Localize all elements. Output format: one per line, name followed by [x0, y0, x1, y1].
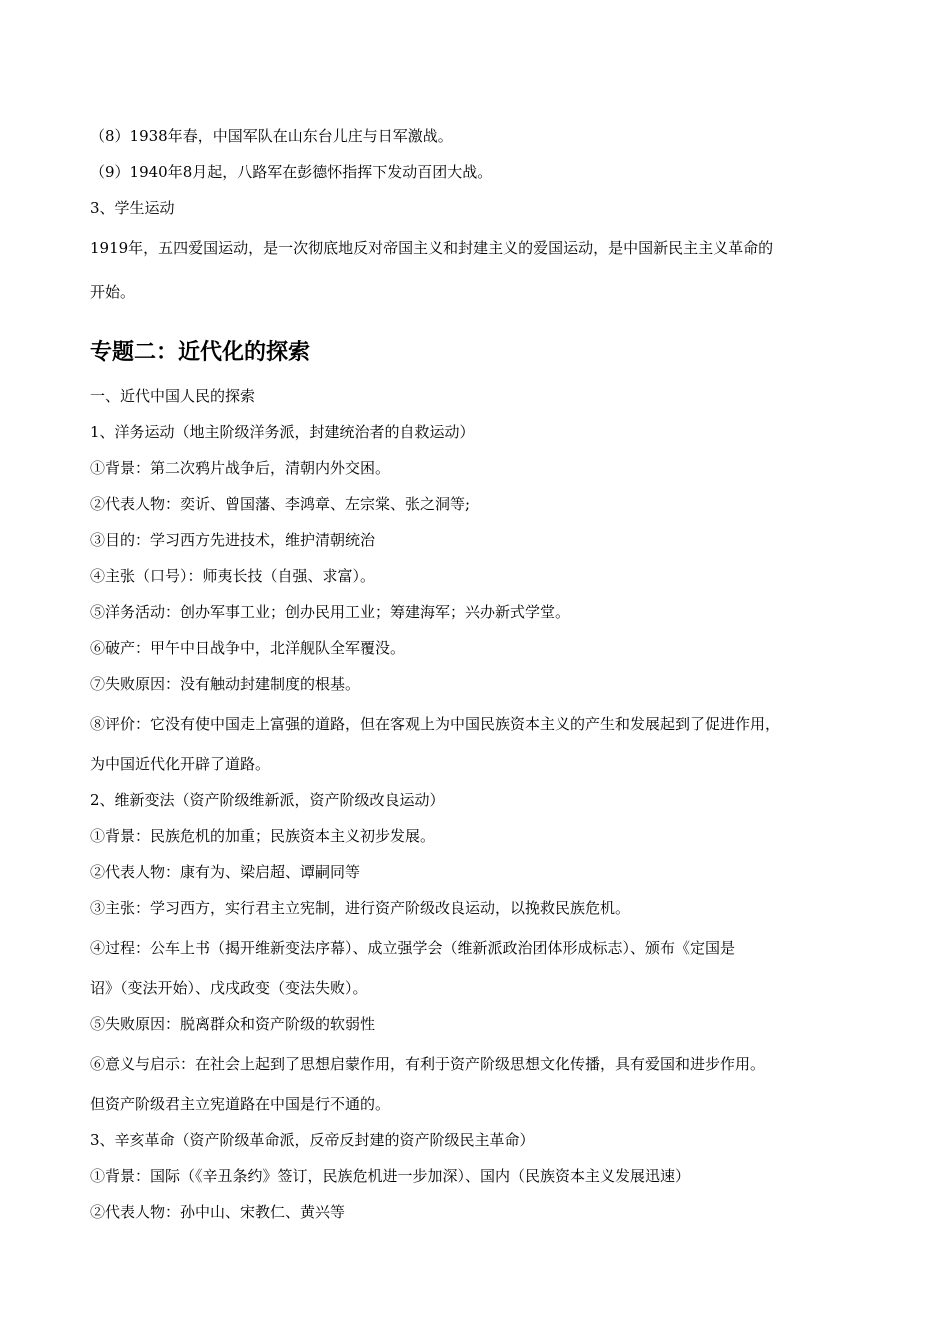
paragraph-line: ⑧评价：它没有使中国走上富强的道路，但在客观上为中国民族资本主义的产生和发展起到了促进作用，	[90, 715, 781, 733]
paragraph-line: 开始。	[90, 283, 136, 301]
paragraph-line: ④过程：公车上书（揭开维新变法序幕）、成立强学会（维新派政治团体形成标志）、颁布《定国是	[90, 939, 736, 957]
paragraph-line: 1、洋务运动（地主阶级洋务派，封建统治者的自救运动）	[90, 423, 475, 441]
paragraph-line: 但资产阶级君主立宪道路在中国是行不通的。	[90, 1095, 391, 1113]
paragraph-line: 为中国近代化开辟了道路。	[90, 755, 271, 773]
paragraph-line: ②代表人物：孙中山、宋教仁、黄兴等	[90, 1203, 346, 1221]
paragraph-line: 3、学生运动	[90, 199, 175, 217]
paragraph-line: 一、近代中国人民的探索	[90, 387, 256, 405]
paragraph-line: ①背景：民族危机的加重；民族资本主义初步发展。	[90, 827, 436, 845]
section-heading: 专题二：近代化的探索	[90, 340, 311, 365]
paragraph-line: ⑤失败原因：脱离群众和资产阶级的软弱性	[90, 1015, 376, 1033]
paragraph-line: ②代表人物：奕䜣、曾国藩、李鸿章、左宗棠、张之洞等;	[90, 495, 471, 513]
paragraph-line: ①背景：国际（《辛丑条约》签订，民族危机进一步加深）、国内（民族资本主义发展迅速）	[90, 1167, 691, 1185]
paragraph-line: ⑦失败原因：没有触动封建制度的根基。	[90, 675, 361, 693]
paragraph-line: （9）1940年8月起，八路军在彭德怀指挥下发动百团大战。	[90, 163, 493, 181]
paragraph-line: ③目的：学习西方先进技术，维护清朝统治	[90, 531, 376, 549]
document-page	[90, 118, 880, 1230]
paragraph-line: 1919年，五四爱国运动，是一次彻底地反对帝国主义和封建主义的爱国运动，是中国新民主主义革命的	[90, 239, 774, 257]
paragraph-line: ⑥意义与启示：在社会上起到了思想启蒙作用，有利于资产阶级思想文化传播，具有爱国和进步作用。	[90, 1055, 766, 1073]
paragraph-line: ①背景：第二次鸦片战争后，清朝内外交困。	[90, 459, 391, 477]
paragraph-line: ③主张：学习西方，实行君主立宪制，进行资产阶级改良运动，以挽救民族危机。	[90, 899, 631, 917]
paragraph-line: 诏》（变法开始）、戊戌政变（变法失败）。	[90, 979, 368, 997]
paragraph-line: ②代表人物：康有为、梁启超、谭嗣同等	[90, 863, 361, 881]
paragraph-line: ④主张（口号）：师夷长技（自强、求富）。	[90, 567, 376, 585]
paragraph-line: ⑥破产：甲午中日战争中，北洋舰队全军覆没。	[90, 639, 406, 657]
paragraph-line: 2、维新变法（资产阶级维新派，资产阶级改良运动）	[90, 791, 445, 809]
paragraph-line: 3、辛亥革命（资产阶级革命派，反帝反封建的资产阶级民主革命）	[90, 1131, 535, 1149]
paragraph-line: （8）1938年春，中国军队在山东台儿庄与日军激战。	[90, 127, 453, 145]
paragraph-line: ⑤洋务活动：创办军事工业；创办民用工业；筹建海军；兴办新式学堂。	[90, 603, 571, 621]
